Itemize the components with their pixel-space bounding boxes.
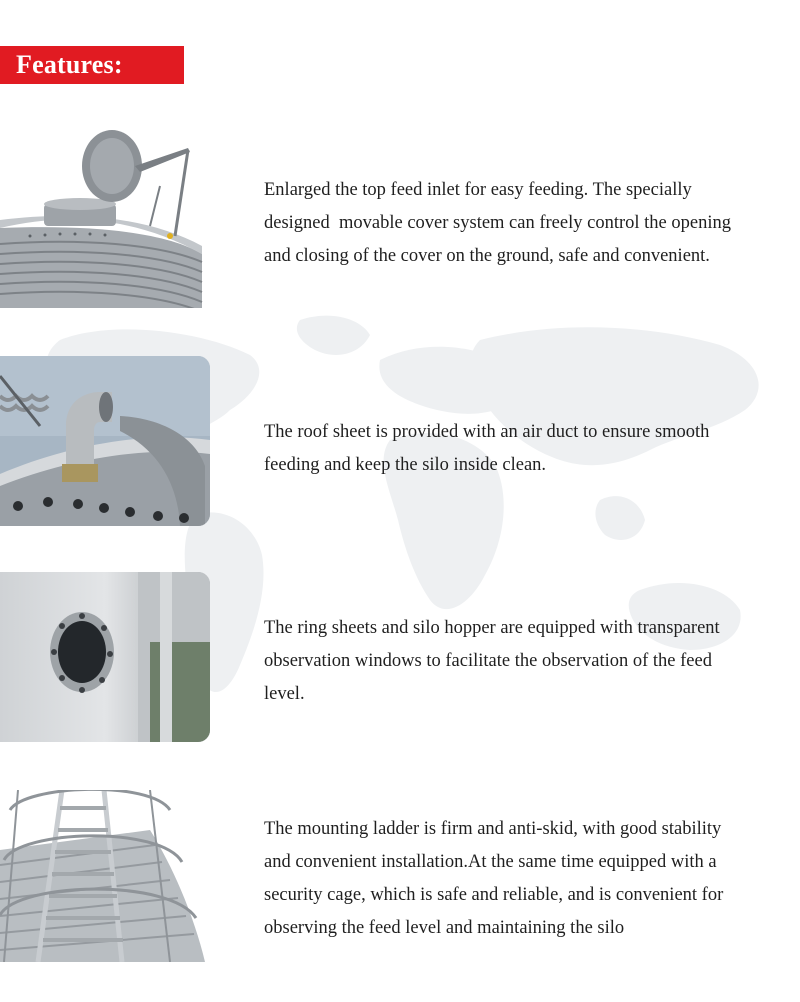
features-banner [0, 46, 184, 84]
features-title: Features: [16, 50, 123, 79]
silo-top-feed-inlet-photo [0, 126, 204, 308]
feature-3-text: The ring sheets and silo hopper are equipped with transparent observation windows to facilitate the observation of the feed level. [264, 618, 720, 704]
feature-4-text: The mounting ladder is firm and anti-skid, with good stability and convenient installation.At the same time equipped with a security cage, which is safe and reliable, and is convenient for observing the feed level and maintaining the silo [264, 819, 724, 938]
feature-2-text: The roof sheet is provided with an air duct to ensure smooth feeding and keep the silo inside clean. [264, 422, 710, 475]
roof-air-duct-photo [0, 356, 210, 526]
feature-1-text: Enlarged the top feed inlet for easy feeding. The specially designed movable cover system can freely control the opening and closing of the cover on the ground, safe and convenient. [264, 180, 731, 266]
safety-ladder-cage-photo [0, 790, 208, 962]
observation-window-photo [0, 572, 210, 742]
